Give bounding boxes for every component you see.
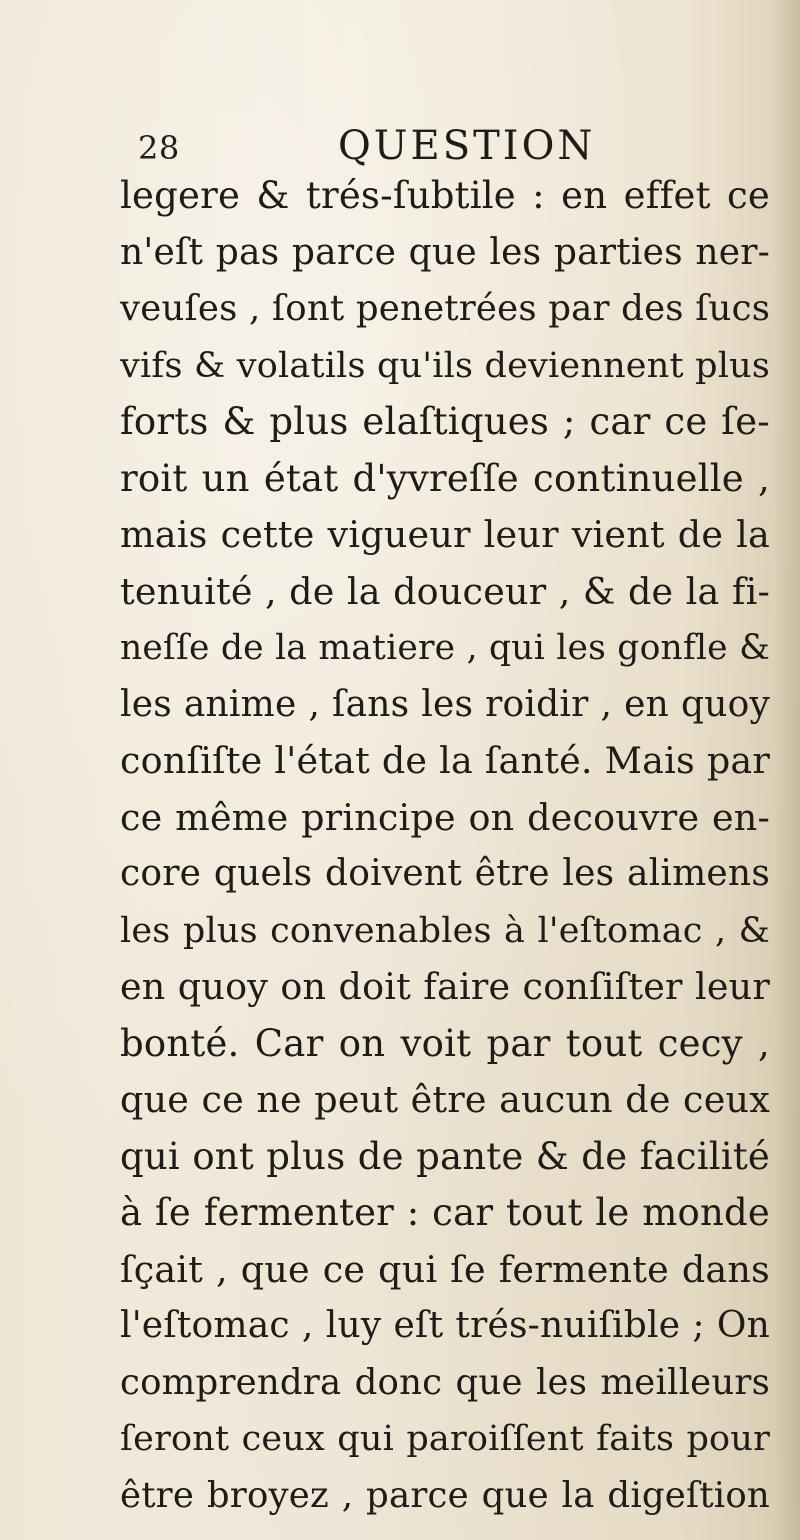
text-line: ce même principe on decouvre en- — [120, 795, 770, 839]
text-line: être broyez , parce que la digeſtion — [120, 1474, 770, 1516]
text-line: que ce ne peut être aucun de ceux — [120, 1078, 770, 1121]
text-line: forts & plus elaſtiques ; car ce ſe- — [120, 400, 770, 443]
text-line: l'eſtomac , luy eſt trés-nuiſible ; On — [120, 1305, 770, 1346]
text-line: veuſes , ſont penetrées par des ſucs — [120, 288, 771, 329]
text-line: n'eſt pas parce que les parties ner- — [120, 231, 770, 273]
text-line: ſçait , que ce qui ſe fermente dans — [120, 1247, 770, 1291]
text-line: legere & trés-ſubtile : en effet ce — [120, 174, 770, 217]
body-text — [120, 168, 770, 1524]
text-line: roit un état d'yvreſſe continuelle , — [120, 456, 770, 500]
text-line: les plus convenables à l'eſtomac , & — [120, 910, 770, 951]
text-line: comprendra donc que les meilleurs — [120, 1361, 770, 1403]
text-line: en quoy on doit faire conſiſter leur — [120, 965, 770, 1008]
page-edge-shadow — [772, 0, 800, 1540]
text-line: core quels doivent être les alimens — [120, 853, 770, 894]
text-line: bonté. Car on voit par tout cecy , — [120, 1021, 770, 1065]
text-line: ſeront ceux qui paroiſſent faits pour — [120, 1419, 770, 1459]
text-line: mais cette vigueur leur vient de la — [120, 513, 770, 556]
text-line: conſiſte l'état de la ſanté. Mais par — [120, 739, 770, 782]
text-line: à ſe fermenter : car tout le monde — [120, 1191, 770, 1234]
page-header — [138, 118, 658, 174]
text-line: tenuité , de la douceur , & de la fi- — [120, 569, 770, 613]
running-title: QUESTION — [338, 123, 596, 169]
text-line: vifs & volatils qu'ils deviennent plus — [120, 345, 770, 386]
text-line: les anime , ſans les roidir , en quoy — [120, 683, 770, 725]
text-line: neſſe de la matiere , qui les gonfle & — [120, 628, 770, 668]
page-number: 28 — [138, 129, 180, 167]
text-line: qui ont plus de pante & de facilité — [120, 1134, 770, 1178]
